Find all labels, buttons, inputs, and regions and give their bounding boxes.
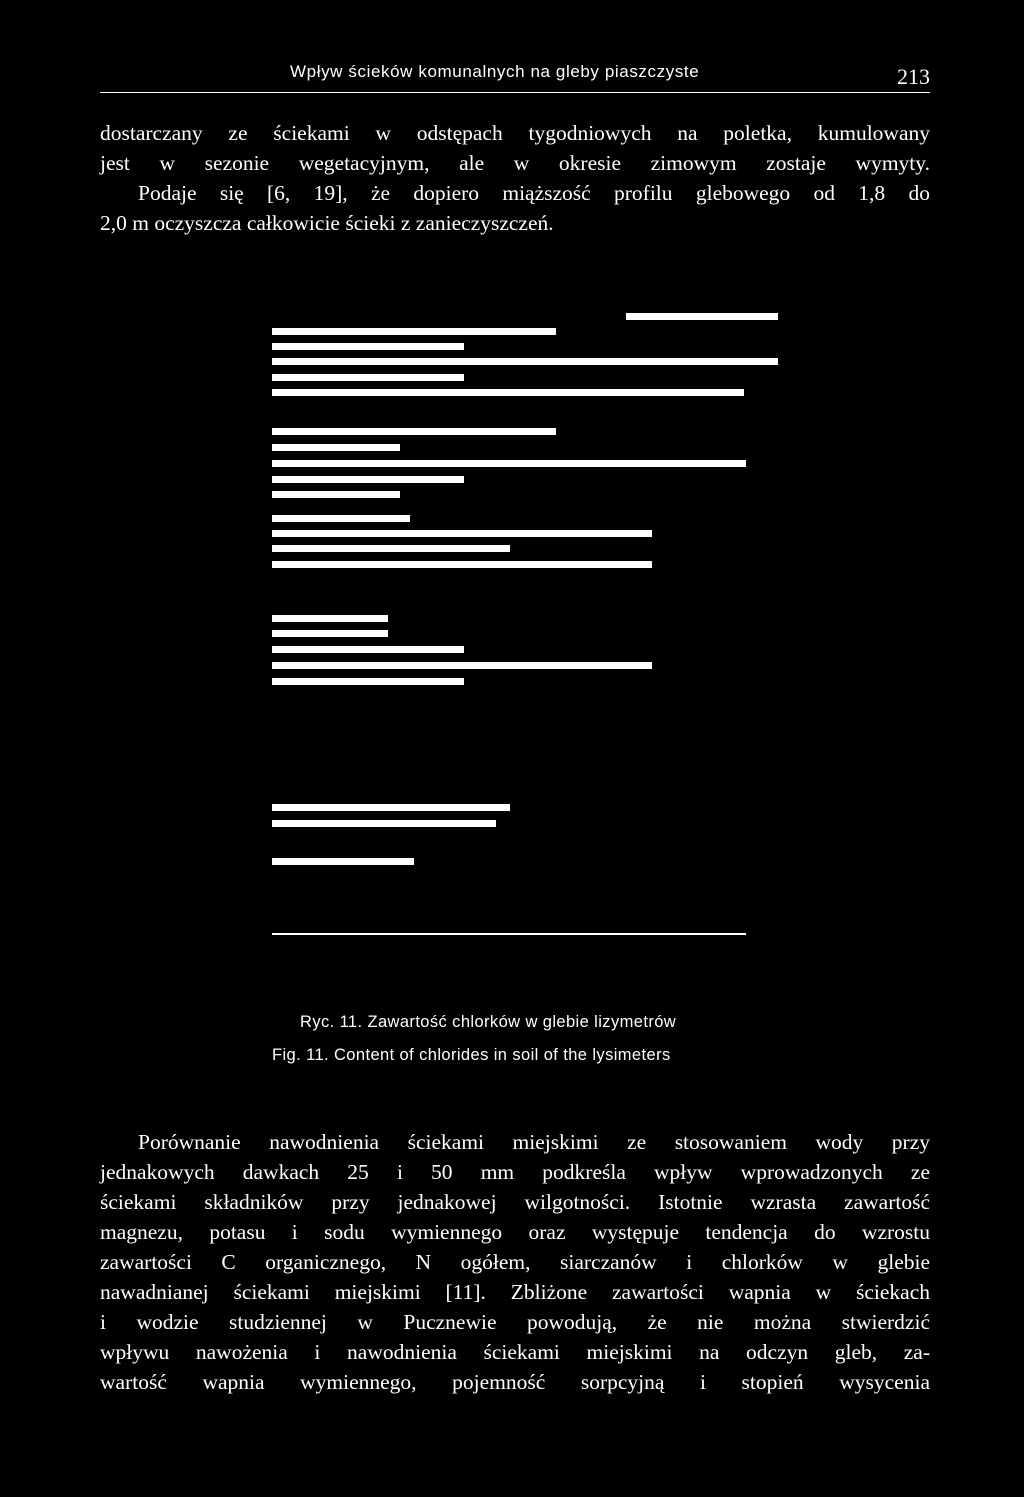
page-number: 213 [897, 64, 930, 89]
figure-bar [272, 358, 778, 365]
figure-caption-en: Fig. 11. Content of chlorides in soil of the lysimeters [272, 1046, 671, 1064]
text-line: zawartości C organicznego, N ogółem, siarczanów i chlorków w glebie [100, 1250, 930, 1274]
paragraph-top [100, 118, 930, 238]
text-line: i wodzie studziennej w Pucznewie powodują, że nie można stwierdzić [100, 1310, 930, 1334]
figure-bar [272, 630, 388, 637]
figure-bar [272, 561, 652, 568]
running-title: Wpływ ścieków komunalnych na gleby piaszczyste [290, 62, 700, 81]
figure-baseline [272, 933, 746, 935]
text-line: 2,0 m oczyszcza całkowicie ścieki z zanieczyszczeń. [100, 211, 554, 235]
text-line: nawadnianej ściekami miejskimi [11]. Zbliżone zawartości wapnia w ściekach [100, 1280, 930, 1304]
figure-bar [272, 858, 414, 865]
figure-bar [272, 428, 556, 435]
figure-bar [272, 615, 388, 622]
text-line: Podaje się [6, 19], że dopiero miąższość profilu glebowego od 1,8 do [138, 181, 930, 205]
figure-bar [272, 374, 464, 381]
text-line: wartość wapnia wymiennego, pojemność sorpcyjną i stopień wysycenia [100, 1370, 930, 1394]
text-line: dostarczany ze ściekami w odstępach tygodniowych na poletka, kumulowany [100, 121, 930, 145]
figure-caption-pl: Ryc. 11. Zawartość chlorków w glebie lizymetrów [300, 1013, 677, 1031]
figure-bar [272, 460, 746, 467]
paragraph-bottom [100, 1127, 930, 1397]
figure-bar [272, 804, 510, 811]
figure-bar [272, 328, 556, 335]
figure-bar [272, 389, 744, 396]
figure-bar [272, 662, 652, 669]
figure-bar [272, 476, 464, 483]
figure-bar [272, 646, 464, 653]
figure-bar [272, 515, 410, 522]
text-line: magnezu, potasu i sodu wymiennego oraz występuje tendencja do wzrostu [100, 1220, 930, 1244]
figure-bar [272, 820, 496, 827]
figure-bar [272, 491, 400, 498]
running-header [100, 60, 930, 93]
figure-bar [272, 530, 652, 537]
text-line: ściekami składników przy jednakowej wilgotności. Istotnie wzrasta zawartość [100, 1190, 930, 1214]
text-line: Porównanie nawodnienia ściekami miejskimi ze stosowaniem wody przy [138, 1130, 930, 1154]
figure-bar [272, 444, 400, 451]
figure-bar [272, 545, 510, 552]
figure-bar [626, 313, 778, 320]
figure-bar [272, 678, 464, 685]
text-line: jest w sezonie wegetacyjnym, ale w okresie zimowym zostaje wymyty. [100, 151, 930, 175]
figure-bar [272, 343, 464, 350]
text-line: jednakowych dawkach 25 i 50 mm podkreśla wpływ wprowadzonych ze [100, 1160, 930, 1184]
text-line: wpływu nawożenia i nawodnienia ściekami miejskimi na odczyn gleb, za- [100, 1340, 930, 1364]
